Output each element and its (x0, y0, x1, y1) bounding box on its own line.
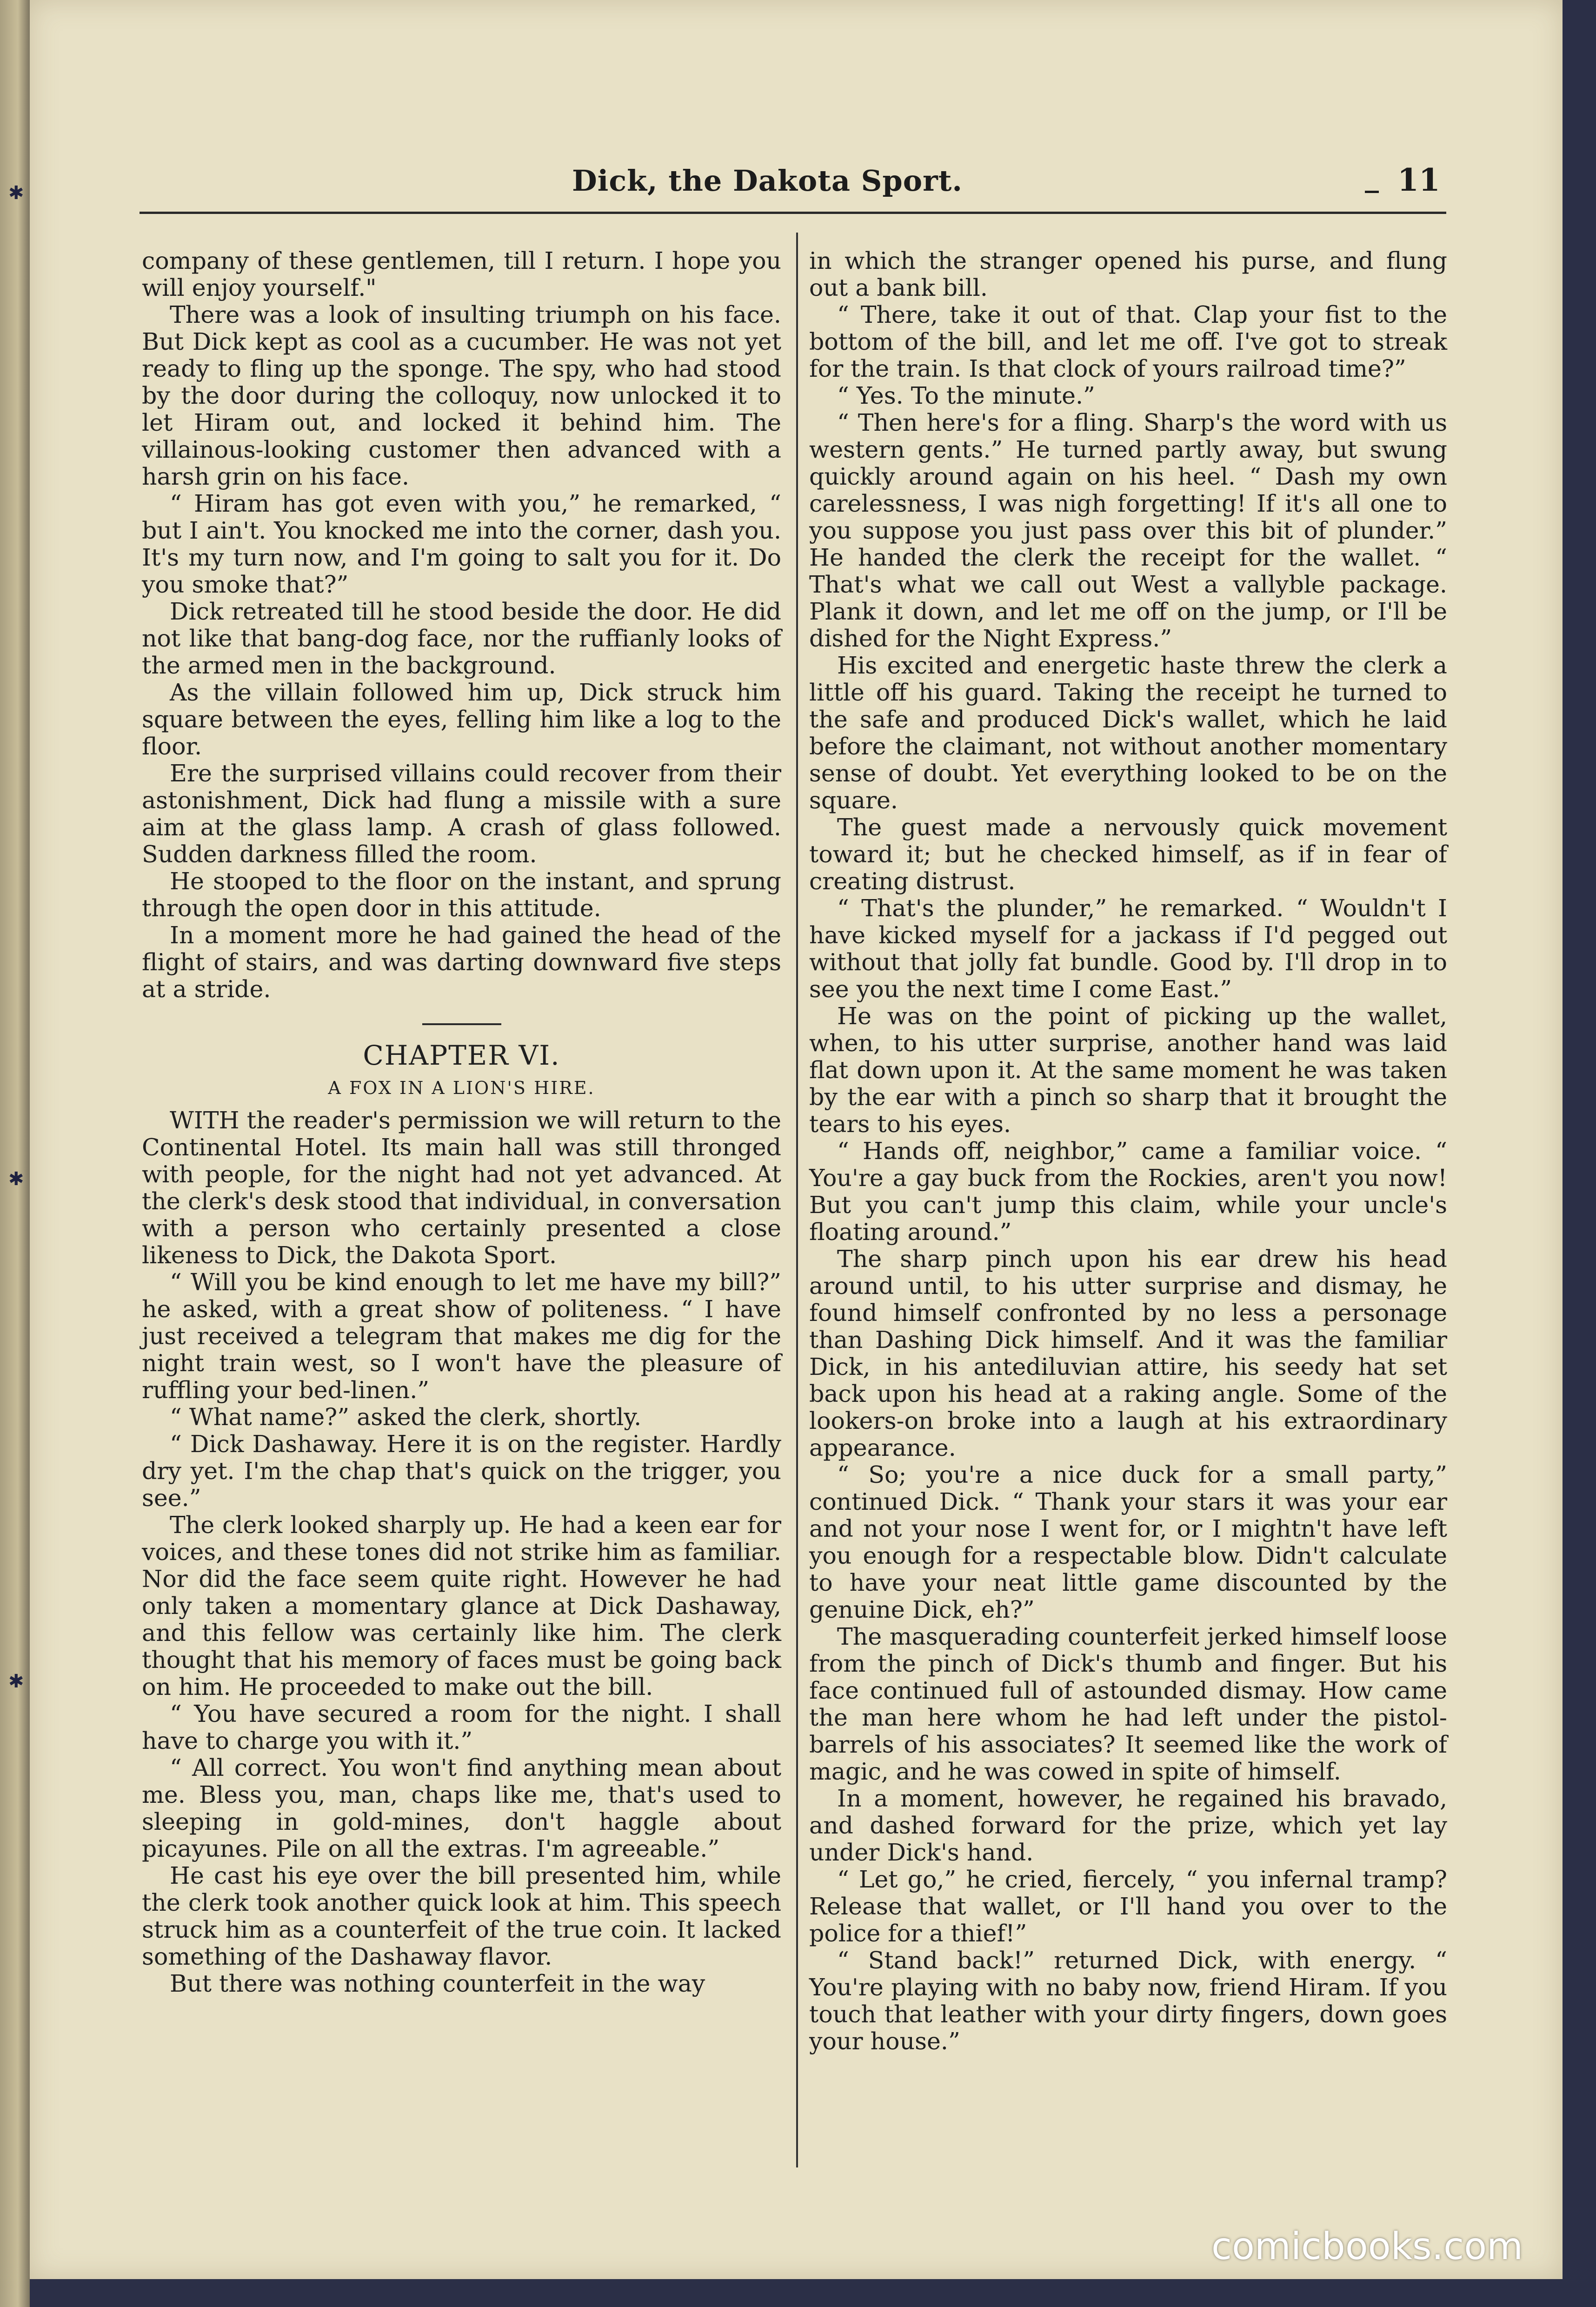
header-dash (1365, 191, 1379, 193)
paragraph: “ Let go,” he cried, fiercely, “ you infernal tramp? Release that wallet, or I'll hand you over to the police for a thief!” (809, 1866, 1447, 1947)
paragraph: “ Will you be kind enough to let me have my bill?” he asked, with a great show of politeness. “ I have just received a telegram that makes me dig for the night train west, so I won't have the pleasure of ruffling your bed-linen.” (142, 1268, 781, 1404)
binding-edge (0, 0, 30, 2307)
right-column (809, 247, 1447, 2055)
paragraph: But there was nothing counterfeit in the way (170, 1970, 705, 1997)
paragraph: “ Yes. To the minute.” (837, 382, 1095, 409)
paragraph: There was a look of insulting triumph on his face. But Dick kept as cool as a cucumber. He was not yet ready to fling up the sponge. The spy, who had stood by the door during the colloquy, now unlocked it to let Hiram out, and locked it behind him. The villainous-looking customer then advanced with a harsh grin on his face. (142, 301, 781, 490)
paragraph: “ So; you're a nice duck for a small party,” continued Dick. “ Thank your stars it was your ear and not your nose I went for, or I mightn't have left you enough for a respectable blow. Didn't calculate to have your neat little game discounted by the genuine Dick, eh?” (809, 1461, 1447, 1623)
paragraph: “ Stand back!” returned Dick, with energy. “ You're playing with no baby now, friend Hiram. If you touch that leather with your dirty fingers, down goes your house.” (809, 1947, 1447, 2055)
binding-stitch: ✱ (8, 1168, 24, 1190)
paragraph: He cast his eye over the bill presented him, while the clerk took another quick look at him. This speech struck him as a counterfeit of the true coin. It lacked something of the Dashaway flavor. (142, 1862, 781, 1970)
paragraph: WITH the reader's permission we will return to the Continental Hotel. Its main hall was still thronged with people, for the night had not yet advanced. At the clerk's desk stood that individual, in conversation with a person who certainly presented a close likeness to Dick, the Dakota Sport. (142, 1107, 781, 1269)
paragraph: “ What name?” asked the clerk, shortly. (170, 1403, 642, 1431)
header-rule (140, 212, 1446, 214)
paragraph: “ Hands off, neighbor,” came a familiar voice. “ You're a gay buck from the Rockies, aren't you now! But you can't jump this claim, while your uncle's floating around.” (809, 1137, 1447, 1246)
watermark: comicbooks.com (1211, 2225, 1523, 2268)
paragraph: The guest made a nervously quick movement toward it; but he checked himself, as if in fear of creating distrust. (809, 813, 1447, 895)
paragraph: The clerk looked sharply up. He had a keen ear for voices, and these tones did not strike him as familiar. Nor did the face seem quite right. However he had only taken a momentary glance at Dick Dashaway, and this fellow was certainly like him. The clerk thought that his memory of faces must be going back on him. He proceeded to make out the bill. (142, 1511, 781, 1700)
paragraph: He was on the point of picking up the wallet, when, to his utter surprise, another hand was laid flat down upon it. At the same moment he was taken by the ear with a pinch so sharp that it brought the tears to his eyes. (809, 1002, 1447, 1138)
paragraph: “ There, take it out of that. Clap your fist to the bottom of the bill, and let me off. I've got to streak for the train. Is that clock of yours railroad time?” (809, 301, 1447, 382)
paragraph: Dick retreated till he stood beside the door. He did not like that bang-dog face, nor the ruffianly looks of the armed men in the background. (142, 598, 781, 679)
page-right-margin (1563, 0, 1596, 2307)
paragraph: “ That's the plunder,” he remarked. “ Wouldn't I have kicked myself for a jackass if I'd pegged out without that jolly fat bundle. Good by. I'll drop in to see you the next time I come East.” (809, 894, 1447, 1003)
left-column (142, 247, 781, 1997)
binding-stitch: ✱ (8, 182, 24, 204)
paragraph: In a moment, however, he regained his bravado, and dashed forward for the prize, which yet lay under Dick's hand. (809, 1785, 1447, 1866)
column-divider (796, 233, 798, 2167)
paragraph: The sharp pinch upon his ear drew his head around until, to his utter surprise and dismay, he found himself confronted by no less a personage than Dashing Dick himself. And it was the familiar Dick, in his antediluvian attire, his seedy hat set back upon his head at a raking angle. Some of the lookers-on broke into a laugh at his extraordinary appearance. (809, 1245, 1447, 1461)
paragraph: Ere the surprised villains could recover from their astonishment, Dick had flung a missile with a sure aim at the glass lamp. A crash of glass followed. Sudden darkness filled the room. (142, 760, 781, 868)
paragraph: “ You have secured a room for the night. I shall have to charge you with it.” (142, 1700, 781, 1754)
paragraph: He stooped to the floor on the instant, and sprung through the open door in this attitude. (142, 867, 781, 922)
paragraph: As the villain followed him up, Dick struck him square between the eyes, felling him like a log to the floor. (142, 679, 781, 760)
paragraph: in which the stranger opened his purse, and flung out a bank bill. (809, 247, 1447, 301)
paragraph: “ Dick Dashaway. Here it is on the register. Hardly dry yet. I'm the chap that's quick on the trigger, you see.” (142, 1430, 781, 1512)
paragraph: The masquerading counterfeit jerked himself loose from the pinch of Dick's thumb and finger. But his face continued full of astounded dismay. How came the man here whom he had left under the pistol-barrels of his associates? It seemed like the work of magic, and he was cowed in spite of himself. (809, 1623, 1447, 1785)
binding-stitch: ✱ (8, 1671, 24, 1692)
paragraph: “ All correct. You won't find anything mean about me. Bless you, man, chaps like me, that's used to sleeping in gold-mines, don't haggle about picayunes. Pile on all the extras. I'm agreeable.” (142, 1754, 781, 1862)
paragraph: In a moment more he had gained the head of the flight of stairs, and was darting downward five steps at a stride. (142, 921, 781, 1003)
paragraph: “ Then here's for a fling. Sharp's the word with us western gents.” He turned partly away, but swung quickly around again on his heel. “ Dash my own carelessness, I was nigh forgetting! If it's all one to you suppose you just pass over this bit of plunder.” He handed the clerk the receipt for the wallet. “ That's what we call out West a vallyble package. Plank it down, and let me off on the jump, or I'll be dished for the Night Express.” (809, 409, 1447, 652)
paragraph: company of these gentlemen, till I return. I hope you will enjoy yourself." (142, 247, 781, 301)
chapter-subtitle: A FOX IN A LION'S HIRE. (328, 1078, 595, 1098)
paragraph: “ Hiram has got even with you,” he remarked, “ but I ain't. You knocked me into the corner, dash you. It's my turn now, and I'm going to salt you for it. Do you smoke that?” (142, 490, 781, 598)
chapter-heading: CHAPTER VI. (363, 1040, 560, 1071)
page-number: 11 (1397, 162, 1440, 198)
paragraph: His excited and energetic haste threw the clerk a little off his guard. Taking the receipt he turned to the safe and produced Dick's wallet, which he laid before the claimant, not without another momentary sense of doubt. Yet everything looked to be on the square. (809, 652, 1447, 814)
running-title: Dick, the Dakota Sport. (572, 164, 963, 198)
chapter-rule (422, 1023, 501, 1025)
